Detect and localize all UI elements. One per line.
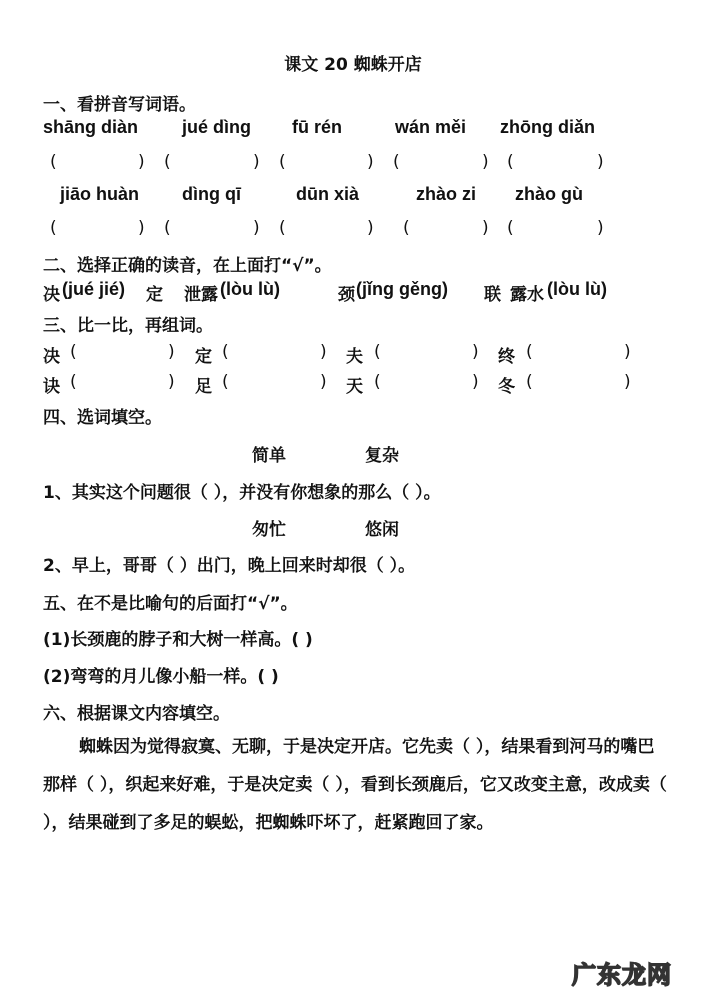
simile-item[interactable]: (2)弯弯的月儿像小船一样。( ) [43,667,279,687]
pronunciation-options[interactable]: (jǐng gěng) [356,279,448,299]
answer-blank-close: ) [597,152,604,172]
pronunciation-word: 露水 [510,285,544,305]
word-choice: 复杂 [365,446,399,466]
pronunciation-suffix: 定 [146,285,163,305]
pinyin-item: shāng diàn [43,117,139,137]
watermark-logo: 广东龙网 [572,961,672,989]
pinyin-item: fū rén [292,117,343,137]
answer-blank[interactable]: ( [164,218,171,238]
word-blank[interactable]: ( [374,372,381,392]
word-blank[interactable]: ( [222,342,229,362]
pronunciation-options[interactable]: (jué jié) [62,279,126,299]
answer-blank[interactable]: ( [279,152,286,172]
pinyin-item: wán měi [395,117,467,137]
answer-blank[interactable]: ( [50,152,57,172]
answer-blank-close: ) [482,152,489,172]
compare-char: 决 [43,347,60,367]
answer-blank[interactable]: ( [164,152,171,172]
word-blank-close: ) [168,372,175,392]
answer-blank-close: ) [138,218,145,238]
section5-heading: 五、在不是比喻句的后面打“√”。 [43,594,298,614]
answer-blank[interactable]: ( [507,218,514,238]
pinyin-item: dìng qī [182,184,241,204]
compare-char: 足 [195,377,212,397]
pronunciation-word: 决 [43,285,60,305]
answer-blank-close: ) [138,152,145,172]
word-blank[interactable]: ( [70,372,77,392]
section1-heading: 一、看拼音写词语。 [43,95,196,115]
answer-blank-close: ) [253,218,260,238]
word-blank[interactable]: ( [70,342,77,362]
pronunciation-word: 颈 [338,285,355,305]
compare-char: 冬 [498,377,515,397]
word-choice: 悠闲 [365,520,399,540]
pronunciation-word: 泄露 [184,285,218,305]
word-blank[interactable]: ( [374,342,381,362]
pronunciation-options[interactable]: (lòu lù) [547,279,607,299]
word-blank-close: ) [168,342,175,362]
answer-blank-close: ) [367,218,374,238]
answer-blank[interactable]: ( [279,218,286,238]
section2-heading: 二、选择正确的读音，在上面打“√”。 [43,256,332,276]
section6-heading: 六、根据课文内容填空。 [43,704,230,724]
word-choice: 匆忙 [252,520,286,540]
answer-blank[interactable]: ( [393,152,400,172]
pinyin-item: jiāo huàn [60,184,140,204]
answer-blank[interactable]: ( [507,152,514,172]
compare-char: 终 [498,347,515,367]
word-blank-close: ) [472,342,479,362]
fill-question-2[interactable]: 2、早上，哥哥（ ）出门，晚上回来时却很（ ）。 [43,556,416,576]
pronunciation-options[interactable]: (lòu lù) [220,279,280,299]
word-blank[interactable]: ( [222,372,229,392]
compare-char: 定 [195,347,212,367]
compare-char: 天 [346,377,363,397]
compare-char: 夫 [346,347,363,367]
story-text: 蜘蛛因为觉得寂寞、无聊，于是决定开店。它先卖（ ），结果看到河马的嘴巴那样（ ），织起来好难，于是决定卖（ ），看到长颈鹿后，它又改变主意，改成卖（ ），结果碰到了多足的蜈蚣，把蜘蛛吓坏了，赶紧跑回了家。 [43,737,667,833]
page-title: 课文 20 蜘蛛开店 [284,55,422,75]
pinyin-item: zhào zi [416,184,477,204]
pinyin-item: zhào gù [515,184,583,204]
pronunciation-suffix: 联 [484,285,501,305]
story-fill-paragraph[interactable] [43,728,668,842]
answer-blank-close: ) [253,152,260,172]
word-choice: 简单 [252,446,286,466]
word-blank-close: ) [320,372,327,392]
answer-blank-close: ) [597,218,604,238]
pinyin-item: dūn xià [296,184,360,204]
section4-heading: 四、选词填空。 [43,408,162,428]
answer-blank-close: ) [482,218,489,238]
word-blank-close: ) [320,342,327,362]
word-blank-close: ) [624,372,631,392]
word-blank[interactable]: ( [526,372,533,392]
pinyin-item: jué dìng [182,117,251,137]
section3-heading: 三、比一比，再组词。 [43,316,213,336]
answer-blank[interactable]: ( [50,218,57,238]
word-blank-close: ) [624,342,631,362]
pinyin-item: zhōng diǎn [500,117,595,137]
word-blank-close: ) [472,372,479,392]
simile-item[interactable]: (1)长颈鹿的脖子和大树一样高。( ) [43,630,313,650]
answer-blank[interactable]: ( [403,218,410,238]
fill-question-1[interactable]: 1、其实这个问题很（ ），并没有你想象的那么（ ）。 [43,483,441,503]
compare-char: 诀 [43,377,60,397]
word-blank[interactable]: ( [526,342,533,362]
answer-blank-close: ) [367,152,374,172]
